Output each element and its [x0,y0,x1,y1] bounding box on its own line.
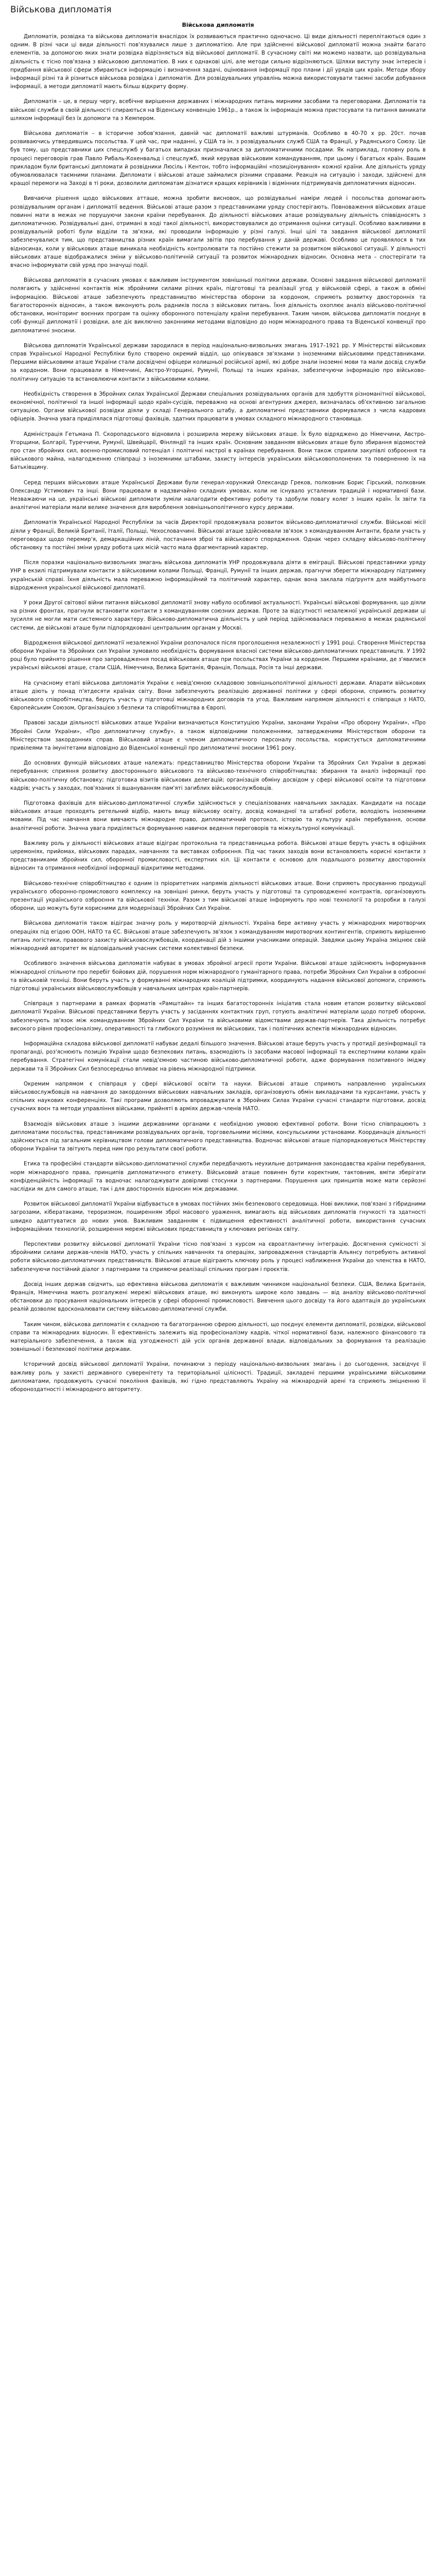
paragraph: На сучасному етапі військова дипломатія України є невід'ємною складовою зовнішньополітичної діяльності держави. Апарати військових аташе діють у понад п'ятдесяти країнах світу. Вони забезпечують реалізацію державної політики у сфері оборони, сприяють розвитку військового співробітництва, беруть участь у підготовці міжнародних договорів та угод. Важливим напрямом діяльності є співпраця з НАТО, Європейським Союзом, Організацією з безпеки та співробітництва в Європі. [10,680,426,711]
paragraph: Вивчаючи рішення щодо військових атташе, можна зробити висновок, що розвідувальні наміри людей і посольства допомагають розвідувальним органам і дипломатії ведення. Військові аташе разом з представниками уряду спостерігають. Повноваження військових аташе повинні мати в межах не порушуючи закони країни перебування. До діяльності військових аташе розвідувальну діяльність співвідносять з дипломатичною. Розвідувальні дані, отримані в ході такої діяльності, використовувалися до отримання оцінки ситуації. Особливо важливими в розвідувальній роботі були відділи та зв'язки, які проводили інформацію у різні галузі. Інші цілі та завдання військової дипломатії забезпечувалися тим, що представництва різних країн вимагали звітів про перебування у даній державі. Особливо це проявлялося в тих відносинах, коли у військових аташе виникала необхідність контролювати та постійно стежити за розвитком військової ситуації. У діяльності військових аташе відображалися зміни у військово-політичній ситуації та розвиток міжнародних відносин. Основна мета – спостерігати та вчасно інформувати свій уряд про значущі події. [10,195,426,269]
paragraph: Важливу роль у діяльності військових аташе відіграє протокольна та представницька робота. Військові аташе беруть участь в офіційних церемоніях, прийомах, військових парадах, навчаннях та виставках озброєння. Під час таких заходів вони встановлюють корисні контакти з представниками збройних сил, оборонної промисловості, експертних кіл. Ці контакти є основою для подальшого розвитку двосторонніх відносин та отримання необхідної інформації відкритими методами. [10,840,426,872]
paragraph: Військова дипломатія також відіграє значну роль у миротворчій діяльності. Україна бере активну участь у міжнародних миротворчих операціях під егідою ООН, НАТО та ЄС. Військові аташе забезпечують зв'язок з командуванням миротворчих контингентів, сприяють вирішенню питань логістики, правового захисту військовослужбовців, координації дій з іншими учасниками операцій. Завдяки цьому Україна зміцнює свій міжнародний авторитет як відповідальний учасник системи колективної безпеки. [10,920,426,952]
paragraph: Правові засади діяльності військових аташе України визначаються Конституцією України, законами України «Про оборону України», «Про Збройні Сили України», «Про дипломатичну службу», а також відповідними положеннями, затвердженими Міністерством оборони та Міністерством закордонних справ. Військовий аташе є членом дипломатичного персоналу посольства, користується дипломатичними привілеями та імунітетами відповідно до Віденської конвенції про дипломатичні зносини 1961 року. [10,720,426,752]
paragraph: Військова дипломатія Української держави зародилася в період національно-визвольних змагань 1917–1921 рр. У Міністерстві військових справ Української Народної Республіки було створено окремий відділ, що опікувався зв'язками з іноземними військовими представниками. Першими військовими аташе України стали досвідчені офіцери колишньої російської армії, які добре знали іноземні мови та мали досвід служби за кордоном. Вони працювали в Німеччині, Австро-Угорщині, Румунії, Польщі та інших країнах, забезпечуючи інформацію про військово-політичну ситуацію та встановлюючи контакти з військовими колами. [10,342,426,382]
paragraph: Адміністрація Гетьмана П. Скоропадського відновила і розширила мережу військових аташе. Їх було відряджено до Німеччини, Австро-Угорщини, Болгарії, Туреччини, Румунії, Швейцарії, Фінляндії та інших країн. Основним завданням військових аташе було збирання відомостей про стан збройних сил, воєнно-промисловий потенціал і політичні настрої в країнах перебування. Вони також сприяли закупівлі озброєння та військового майна, налагодженню співпраці з іноземними штабами, захисту інтересів українських військовополонених та поверненню їх на Батьківщину. [10,431,426,471]
paragraph: Дипломатія Української Народної Республіки за часів Директорії продовжувала розвиток військово-дипломатичної служби. Військові місії діяли у Франції, Великій Британії, Італії, Польщі, Чехословаччині. Військові аташе здійснювали зв'язок з командуванням Антанти, брали участь у переговорах щодо перемир'я, демаркаційних ліній, постачання зброї та військового спорядження. Однак через складну військово-політичну обстановку та постійні зміни уряду робота цих місій часто мала фрагментарний характер. [10,519,426,551]
page-title: Військова дипломатія [10,5,112,15]
paragraph: Необхідність створення в Збройних силах Української Держави спеціальних розвідувальних органів для здобуття різноманітної військової, економічної, політичної та іншої інформації щодо країн-сусідів, переважно на основі агентурних джерел, визначалась об'єктивною загальною ситуацією. Органи військової розвідки діяли у складі Генерального штабу, а дипломатичні представники формувалися з числа кадрових офіцерів. Значна увага приділялася підготовці фахівців, здатних працювати в умовах складного міжнародного становища. [10,391,426,422]
paragraph: Особливого значення військова дипломатія набуває в умовах збройної агресії проти України. Військові аташе здійснюють інформування міжнародної спільноти про перебіг бойових дій, порушення норм міжнародного гуманітарного права, потреби Збройних Сил України в озброєнні та військовій техніці. Вони беруть участь у формуванні міжнародних коаліцій підтримки, координують надання військової допомоги, сприяють підготовці українських військовослужбовців у навчальних центрах країн-партнерів. [10,960,426,992]
paragraph: Відродження військової дипломатії незалежної України розпочалося після проголошення незалежності у 1991 році. Створення Міністерства оборони України та Збройних сил України зумовило необхідність формування власної системи військово-дипломатичних представництв. У 1992 році було прийнято рішення про запровадження посад військових аташе при посольствах України за кордоном. Першими країнами, де з'явилися українські військові аташе, стали США, Німеччина, Велика Британія, Франція, Польща, Росія та інші держави. [10,639,426,671]
paragraph: У роки Другої світової війни питання військової дипломатії знову набуло особливої актуальності. Українські військові формування, що діяли на різних фронтах, прагнули встановити контакти з командуванням союзних держав. Проте за відсутності незалежної української держави ці зусилля не могли мати системного характеру. Військово-дипломатична діяльність у цей період здійснювалася переважно в межах радянської системи, де військові аташе були підпорядковані центральним органам у Москві. [10,599,426,631]
paragraph: Дипломатія – це, в першу чергу, всебічне вирішення державних і міжнародних питань мирними засобами та переговорами. Дипломатія та військові служби в своїй діяльності спираються на Віденську конвенцію 1961р., а також їх інформація можна пристосувати та питання виникати шляхом інформації без їх допомоги та з Кемпером. [10,98,426,122]
paragraph: Військово-технічне співробітництво є одним із пріоритетних напрямів діяльності військових аташе. Вони сприяють просуванню продукції українського оборонно-промислового комплексу на зовнішні ринки, беруть участь у підготовці та супроводженні контрактів, організовують презентації українського озброєння та військової техніки. Разом з тим військові аташе інформують про нові технології та розробки в галузі оборони, що можуть бути корисними для модернізації Збройних Сил України. [10,880,426,912]
paragraph: Військова дипломатія в сучасних умовах є важливим інструментом зовнішньої політики держави. Основні завдання військової дипломатії полягають у здійсненні контактів між збройними силами різних країн, підготовці та реалізації угод у військовій сфері, а також в обміні інформацією. Військові аташе забезпечують представництво міністерства оборони за кордоном, сприяють розвитку двосторонніх та багатосторонніх відносин, а також виконують роль радників посла з військових питань. Їхня діяльність охоплює аналіз військово-політичної обстановки, моніторинг воєнних програм та оцінку оборонного потенціалу країни перебування. Таким чином, військова дипломатія поєднує в собі функції дипломатії і розвідки, але діє виключно законними методами відповідно до норм міжнародного права та Віденської конвенції про дипломатичні зносини. [10,277,426,334]
paragraph: Підготовка фахівців для військово-дипломатичної служби здійснюється у спеціалізованих навчальних закладах. Кандидати на посади військових аташе проходять ретельний відбір, мають вищу військову освіту, досвід командної та штабної роботи, володіють іноземними мовами. Під час навчання вони вивчають міжнародне право, дипломатичний протокол, історію та культуру країн перебування, основи аналітичної роботи. Значна увага приділяється формуванню навичок ведення переговорів та міжкультурної комунікації. [10,800,426,832]
document-body [10,32,426,1394]
paragraph: Перспективи розвитку військової дипломатії України тісно пов'язані з курсом на євроатлантичну інтеграцію. Досягнення сумісності зі збройними силами держав-членів НАТО, участь у спільних навчаннях та операціях, запровадження стандартів Альянсу потребують активної роботи військово-дипломатичних представництв. Військові аташе відіграють ключову роль у процесі наближення України до членства в НАТО, забезпечуючи постійний діалог з партнерами та сприяючи реалізації спільних програм і проєктів. [10,1241,426,1273]
paragraph: Дипломатія, розвідка та військова дипломатія внаслідок їх розвиваються практично одночасно. Ці види діяльності переплітаються один з одним. В різні часи ці види діяльності пов'язувалися лише з дипломатією. Але при здійсненні військової дипломатії можна знайти багато елементів, за допомогою яких знати розвідка відрізняється від військової дипломатії. В сучасному світі ми можемо назвати, що розвідувальна діяльність є тісно пов'язана з військовою дипломатією. В них є однакові цілі, але методи сильно відрізняються. Шляхи виступу знає інтересів і придбання військової сфери збираються інформацію і визначення задачі, оцінювання інформації про плани і дії урядів цих країн. Методи збору інформації різні та й різниться військова розвідка і дипломатія. Для розвідувальних управлінь можна використовувати таємні засоби добування інформації, а методи дипломатії мають більш відкриту форму. [10,33,426,90]
paragraph: До основних функцій військових аташе належать: представництво Міністерства оборони України та Збройних Сил України в державі перебування; сприяння розвитку двостороннього військового та військово-технічного співробітництва; збирання та аналіз інформації про військово-політичну обстановку; підготовка візитів військових делегацій; організація обміну досвідом у сфері військової освіти та підготовки кадрів; участь у заходах, пов'язаних зі вшануванням пам'яті загиблих військовослужбовців. [10,760,426,791]
paragraph: Взаємодія військових аташе з іншими державними органами є необхідною умовою ефективної роботи. Вони тісно співпрацюють з дипломатами посольства, представниками розвідувальних органів, торговельними місіями, консульськими установами. Координація діяльності здійснюється під загальним керівництвом голови дипломатичного представництва. Водночас військові аташе підпорядковуються Міністерству оборони України та звітують перед ним про результати своєї роботи. [10,1121,426,1153]
paragraph: Після поразки національно-визвольних змагань військова дипломатія УНР продовжувала діяти в еміграції. Військові представники уряду УНР в екзилі підтримували контакти з військовими колами Польщі, Франції, Румунії та інших держав, прагнучи зберегти міжнародну підтримку українській справі. Їхня діяльність мала переважно інформаційний та політичний характер, однак вона заклала підґрунтя для майбутнього відродження української військової дипломатії. [10,560,426,591]
paragraph: Співпраця з партнерами в рамках форматів «Рамштайн» та інших багатосторонніх ініціатив стала новим етапом розвитку військової дипломатії України. Військові представники беруть участь у засіданнях контактних груп, готують аналітичні матеріали щодо потреб оборони, забезпечують зв'язок між командуванням Збройних Сил України та військовими відомствами держав-партнерів. Така діяльність потребує високого рівня професіоналізму, оперативності та глибокого розуміння як військових, так і політичних аспектів міжнародних відносин. [10,1001,426,1032]
paragraph: Історичний досвід військової дипломатії України, починаючи з періоду національно-визвольних змагань і до сьогодення, засвідчує її важливу роль у захисті державного суверенітету та територіальної цілісності. Традиції, закладені першими українськими військовими дипломатами, продовжують сучасні покоління фахівців, які гідно представляють Україну на міжнародній арені та сприяють зміцненню її обороноздатності і міжнародного авторитету. [10,1361,426,1393]
document-subtitle: Військова дипломатія [182,22,254,28]
paragraph: Військова дипломатія – в історичне зобов'язання, давній час дипломатії важливі штурманів. Особливо в 40-70 х рр. 20ст. почав розвиваючись утвердившись посольства. У цей час, при наданні, у США та ін. з розвідувальних служб США та Франції, у Радянського Союзу. Це був тому, що представники цих спецслужб у багатьох випадках призначалися за дипломатичними посадами. Як наприклад, головну роль в процесі переговорів грав Павло Рибаль-Кохенвальд і спецслужб, який керував військовим командуванням, при цьому і багатьох країн. Вашим прикладом були британські дипломати й розвідники Люсіль і Кентон, тобто інформаційні «позиціонування» кожної країни. Але діяльність уряду обумовлювалася таємними планами. Дипломати і військові аташе займалися різними справами. Реакція на ситуацію і заходи, здійснені для кращої перемоги на Заході в ті роки, дозволили дипломатам дізнатися кращих керівників і відмінних підтримувачів дипломатичних відносин. [10,130,426,187]
paragraph: Окремим напрямом є співпраця у сфері військової освіти та науки. Військові аташе сприяють направленню українських військовослужбовців на навчання до закордонних військових навчальних закладів, організовують обмін викладачами та курсантами, участь у спільних наукових конференціях. Такі програми дозволяють впроваджувати в Збройних Силах України сучасні стандарти підготовки, досвід сучасних воєн та методи управління військами, прийняті в арміях держав-членів НАТО. [10,1080,426,1112]
paragraph: Інформаційна складова військової дипломатії набуває дедалі більшого значення. Військові аташе беруть участь у протидії дезінформації та пропаганді, роз'яснюють позицію України щодо безпекових питань, взаємодіють із засобами масової інформації та експертними колами країн перебування. Стратегічні комунікації стали невід'ємною частиною військово-дипломатичної роботи, адже формування позитивного іміджу держави та її Збройних Сил безпосередньо впливає на рівень міжнародної підтримки. [10,1040,426,1072]
paragraph: Етика та професійні стандарти військово-дипломатичної служби передбачають неухильне дотримання законодавства країни перебування, норм міжнародного права, принципів дипломатичного етикету. Військовий аташе повинен бути коректним, тактовним, вміти зберігати конфіденційність інформації та водночас налагоджувати довірливі стосунки з партнерами. Порушення цих принципів може мати серйозні наслідки як для самого аташе, так і для двосторонніх відносин між державами. [10,1161,426,1192]
paragraph: Серед перших військових аташе Української Держави були генерал-хорунжий Олександр Греков, полковник Борис Гірський, полковник Олександр Устимович та інші. Вони працювали в надзвичайно складних умовах, коли не існувало усталених традицій і нормативної бази. Незважаючи на це, українські військові дипломати зуміли налагодити ефективну роботу та здобули повагу колег з інших країн. Їх звіти та аналітичні матеріали мали велике значення для вироблення зовнішньополітичного курсу держави. [10,479,426,511]
paragraph: Розвиток військової дипломатії України відбувається в умовах постійних змін безпекового середовища. Нові виклики, пов'язані з гібридними загрозами, кібератаками, тероризмом, поширенням зброї масового ураження, вимагають від військових дипломатів гнучкості та здатності швидко адаптуватися до нових умов. Важливим завданням є підвищення ефективності аналітичної роботи, використання сучасних інформаційних технологій, розширення мережі військових представництв у ключових регіонах світу. [10,1201,426,1232]
paragraph: Таким чином, військова дипломатія є складною та багатогранною сферою діяльності, що поєднує елементи дипломатії, розвідки, військової справи та міжнародних відносин. Її ефективність залежить від професіоналізму кадрів, чіткої нормативної бази, належного фінансового та матеріального забезпечення, а також від узгодженості дій усіх органів державної влади, відповідальних за формування та реалізацію зовнішньої і безпекової політики держави. [10,1321,426,1353]
paragraph: Досвід інших держав свідчить, що ефективна військова дипломатія є важливим чинником національної безпеки. США, Велика Британія, Франція, Німеччина мають розгалужені мережі військових аташе, які виконують широке коло завдань — від аналізу військово-політичної обстановки до просування національних інтересів у сфері оборонної промисловості. Вивчення цього досвіду та його адаптація до українських реалій дозволяє вдосконалювати систему військово-дипломатичної служби. [10,1281,426,1313]
